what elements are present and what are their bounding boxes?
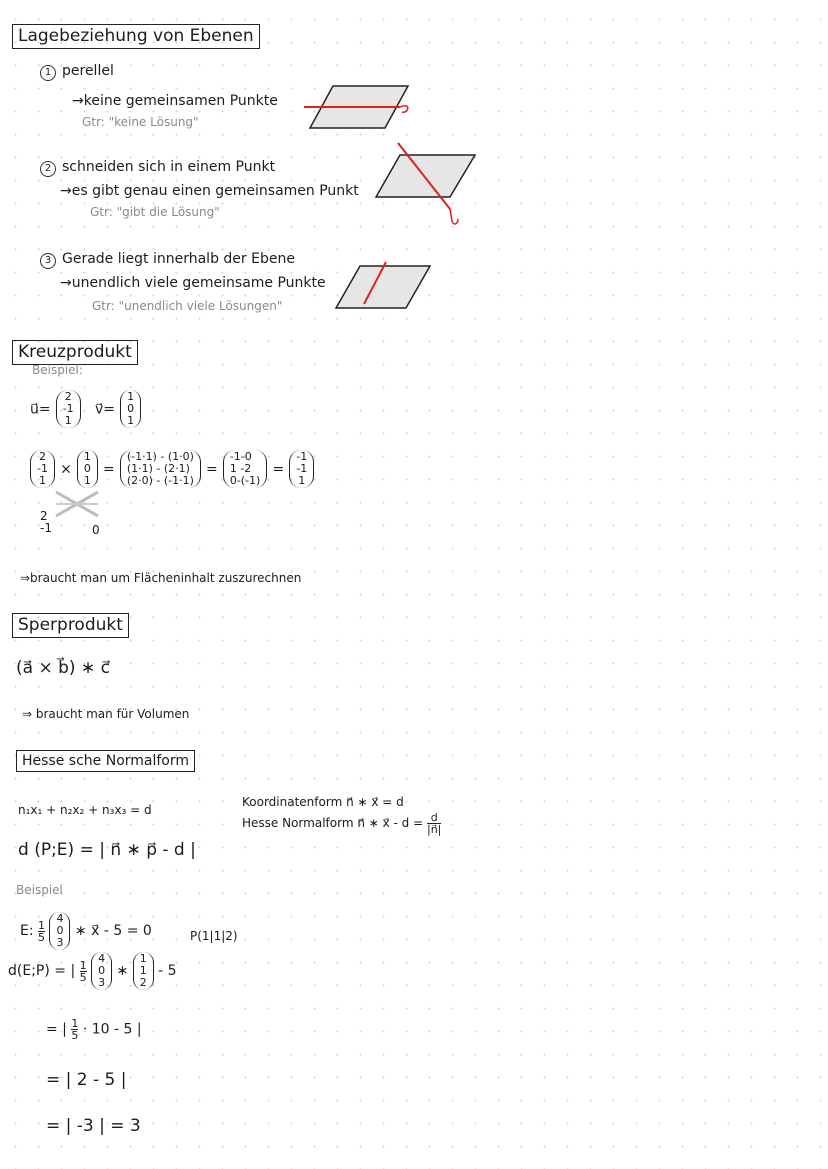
hesse-normalform-line (242, 812, 441, 835)
cross-vector-b: 1 0 1 (77, 450, 98, 488)
vector-u (30, 390, 81, 428)
section-title-spatprodukt: Sperprodukt (12, 613, 129, 638)
distance-calc-star: ∗ (116, 963, 129, 979)
hesse-beispiel-label: Beispiel (16, 883, 63, 897)
cross-step1: (-1·1) - (1·0) (1·1) - (2·1) (2·0) - (-1·1) (120, 450, 201, 488)
hesse-normalform-fraction: $\frac{d}{|n⃗|}$ (426, 811, 442, 836)
distance-calc-fraction: $\frac{1}{5}$ (79, 958, 87, 984)
distance-calc-vector-p: 1 1 2 (133, 952, 154, 990)
line-parallel-arrow (400, 106, 408, 112)
section-title-kreuzprodukt: Kreuzprodukt (12, 340, 138, 365)
cross-helper-extra-right: 0 (92, 523, 100, 537)
case-inplane-line: →unendlich viele gemeinsame Punkte (60, 275, 326, 291)
vector-u-label: u⃗= (30, 401, 51, 418)
plane-e-rest: ∗ x⃗ - 5 = 0 (74, 923, 152, 939)
case-parallel-title (40, 64, 114, 81)
kreuz-beispiel-label: Beispiel: (32, 363, 83, 377)
case-intersect-title (40, 160, 275, 177)
section-title-hesse: Hesse sche Normalform (16, 750, 195, 772)
cross-eq-1: = (102, 461, 115, 478)
case-parallel-gtr: Gtr: "keine Lösung" (82, 115, 199, 129)
hesse-koordinatenform: Koordinatenform n⃗ ∗ x⃗ = d (242, 795, 404, 809)
case-intersect-label: schneiden sich in einem Punkt (62, 159, 276, 175)
plane-e-fraction: $\frac{1}{5}$ (38, 918, 46, 944)
case-inplane-title (40, 252, 295, 269)
plane-e-vector: 4 0 3 (49, 912, 70, 950)
cross-product-row (30, 450, 314, 488)
inplane-plane-sketch (330, 260, 440, 320)
hesse-coordinate-equation: n₁x₁ + n₂x₂ + n₃x₃ = d (18, 803, 152, 817)
case-number-3: 3 (40, 253, 56, 269)
case-parallel-line: →keine gemeinsamen Punkte (72, 93, 278, 109)
cross-helper-extra-left: 2 -1 (40, 509, 52, 535)
case-inplane-gtr: Gtr: "unendlich viele Lösungen" (92, 299, 283, 313)
case-intersect-gtr: Gtr: "gibt die Lösung" (90, 205, 220, 219)
plane-2 (376, 155, 475, 197)
kreuz-note: ⇒braucht man um Flächeninhalt zuszurechnen (20, 571, 302, 585)
case-inplane-label: Gerade liegt innerhalb der Ebene (62, 251, 295, 267)
distance-calc-label: d(E;P) = | (8, 963, 76, 979)
case-number-1: 1 (40, 65, 56, 81)
cross-eq-2: = (206, 461, 218, 478)
cross-eq-3: = (272, 461, 285, 478)
hesse-step-c: = | -3 | = 3 (46, 1116, 141, 1136)
case-parallel-label: perellel (62, 63, 114, 79)
hesse-plane-E (20, 912, 152, 950)
plane-e-label: E: (20, 923, 34, 939)
cross-helper-lines (52, 490, 112, 520)
cross-times-symbol: × (60, 461, 72, 478)
vector-v-entries: 1 0 1 (120, 390, 141, 428)
plane-3 (336, 266, 430, 308)
parallel-plane-sketch (300, 80, 420, 140)
hesse-distance-calc (8, 952, 177, 990)
vector-u-entries: 2 -1 1 (56, 390, 81, 428)
cross-vector-a: 2 -1 1 (30, 450, 55, 488)
hesse-step-b: = | 2 - 5 | (46, 1070, 127, 1090)
spat-formula: (a⃗ × b⃗) ∗ c⃗ (16, 658, 110, 678)
hesse-distance-formula: d (P;E) = | n⃗ ∗ p⃗ - d | (18, 840, 196, 860)
hesse-point-P: P(1|1|2) (190, 929, 238, 943)
step-a-fraction: $\frac{1}{5}$ (71, 1017, 79, 1042)
distance-calc-rest: - 5 (158, 963, 177, 979)
case-intersect-line: →es gibt genau einen gemeinsamen Punkt (60, 183, 359, 199)
vector-v-label: v⃗= (95, 401, 116, 418)
spat-note: ⇒ braucht man für Volumen (22, 707, 190, 721)
case-number-2: 2 (40, 161, 56, 177)
intersect-plane-sketch (370, 135, 480, 235)
section-title-lagebeziehung: Lagebeziehung von Ebenen (12, 24, 260, 49)
cross-result: -1 -1 1 (289, 450, 314, 488)
hesse-step-a: = | $\frac{1}{5}$ · 10 - 5 | (46, 1017, 142, 1042)
cross-step2: -1-0 1 -2 0-(-1) (223, 450, 268, 488)
distance-calc-vector-n: 4 0 3 (91, 952, 112, 990)
hesse-normalform-label: Hesse Normalform n⃗ ∗ x⃗ - d = (242, 816, 424, 830)
vector-v (95, 390, 141, 428)
line-intersect-arrow (450, 209, 458, 224)
